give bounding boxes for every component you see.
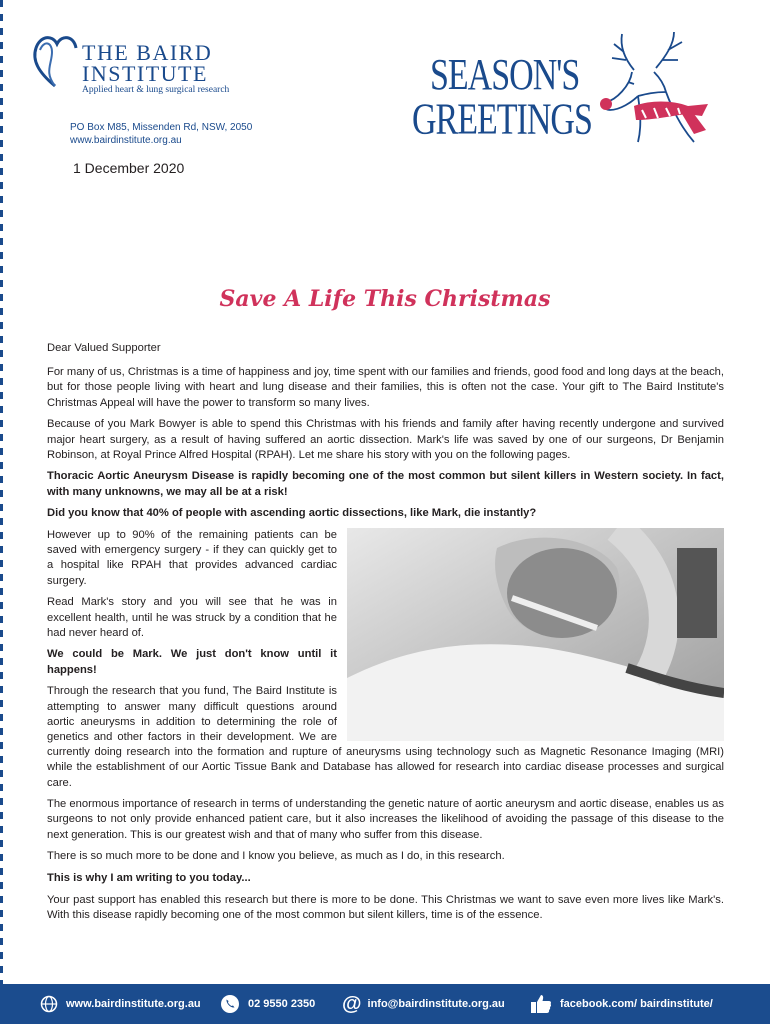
footer-phone[interactable]: 02 9550 2350 xyxy=(220,984,315,1024)
footer-facebook[interactable]: facebook.com/ bairdinstitute/ xyxy=(530,984,713,1024)
org-name: THE BAIRD INSTITUTE xyxy=(82,40,213,86)
reindeer-illustration-icon xyxy=(594,30,714,148)
paragraph: Your past support has enabled this research but there is more to be done. This Christmas we want to save even more lives like Mark's. With this disease rapidly becoming one of the most common but silent killers, time is of the essence. xyxy=(47,893,724,921)
letter-date: 1 December 2020 xyxy=(73,160,185,176)
globe-icon xyxy=(40,995,58,1013)
appeal-title: Save A Life This Christmas xyxy=(219,286,551,312)
paragraph: There is so much more to be done and I know you believe, as much as I do, in this research. xyxy=(47,850,505,863)
baird-institute-logo xyxy=(30,28,250,98)
patient-photo xyxy=(347,528,724,741)
paragraph: We could be Mark. We just don't know until it happens! xyxy=(47,648,337,676)
org-address: PO Box M85, Missenden Rd, NSW, 2050 xyxy=(70,122,253,133)
footer-contact-bar xyxy=(0,984,770,1024)
seasons-greetings-heading: SEASON'S GREETINGS xyxy=(412,51,592,144)
salutation: Dear Valued Supporter xyxy=(47,342,161,354)
paragraph: Read Mark's story and you will see that he was in excellent health, until he was struck by a condition that he had never heard of. xyxy=(47,596,337,639)
phone-icon xyxy=(220,994,240,1014)
org-tagline: Applied heart & lung surgical research xyxy=(82,85,230,95)
footer-website[interactable]: www.bairdinstitute.org.au xyxy=(40,984,201,1024)
org-website: www.bairdinstitute.org.au xyxy=(70,135,182,146)
paragraph: Because of you Mark Bowyer is able to spend this Christmas with his friends and family after having recently undergone and survived major heart surgery, as a result of having suffered an aortic dissection. Mark's life was saved by one of our surgeons, Dr Benjamin Robinson, at Royal Prince Alfred Hospital (RPAH). Let me share his story with you on the following pages. xyxy=(47,418,724,461)
paragraph: For many of us, Christmas is a time of happiness and joy, time spent with our families and friends, good food and long days at the beach, but for those people living with heart and lung disease and their families, this is often not the case. Your gift to The Baird Institute's Christmas Appeal will have the power to transform so many lives. xyxy=(47,366,724,409)
org-address-block xyxy=(70,121,252,147)
letter-body xyxy=(47,341,724,930)
paragraph: However up to 90% of the remaining patients can be saved with emergency surgery - if they can quickly get to a hospital like RPAH that provides advanced cardiac surgery. xyxy=(47,529,337,587)
paragraph: This is why I am writing to you today... xyxy=(47,872,251,885)
thumbs-up-icon xyxy=(530,994,552,1014)
paragraph: The enormous importance of research in terms of understanding the genetic nature of aortic aneurysm and aortic disease, enables us as surgeons to not only provide enhanced patient care, but it also increases the likelihood of avoiding the passage of this disease to the next generation. This is our greatest wish and that of many who suffer from this disease. xyxy=(47,798,724,841)
heart-logo-icon xyxy=(30,28,80,98)
perforated-edge xyxy=(0,0,3,985)
paragraph: Through the research that you fund, The Baird Institute is attempting to answer many difficult questions around aortic aneurysms in addition to determining the role of genetics and other factors in their development. We are currently doing research into the formation and rupture of aneurysms using technology such as Magnetic Resonance Imaging (MRI) while the establishment of our Aortic Tissue Bank and Database has allowed for research into cardiac disease processes and surgical care. xyxy=(47,685,724,789)
paragraph: Thoracic Aortic Aneurysm Disease is rapidly becoming one of the most common but silent killers in Western society. In fact, with many unknowns, we may all be at a risk! xyxy=(47,470,724,498)
footer-email[interactable]: @ info@bairdinstitute.org.au xyxy=(342,992,505,1015)
at-sign-icon: @ xyxy=(342,992,362,1015)
paragraph: Did you know that 40% of people with ascending aortic dissections, like Mark, die instantly? xyxy=(47,507,537,520)
